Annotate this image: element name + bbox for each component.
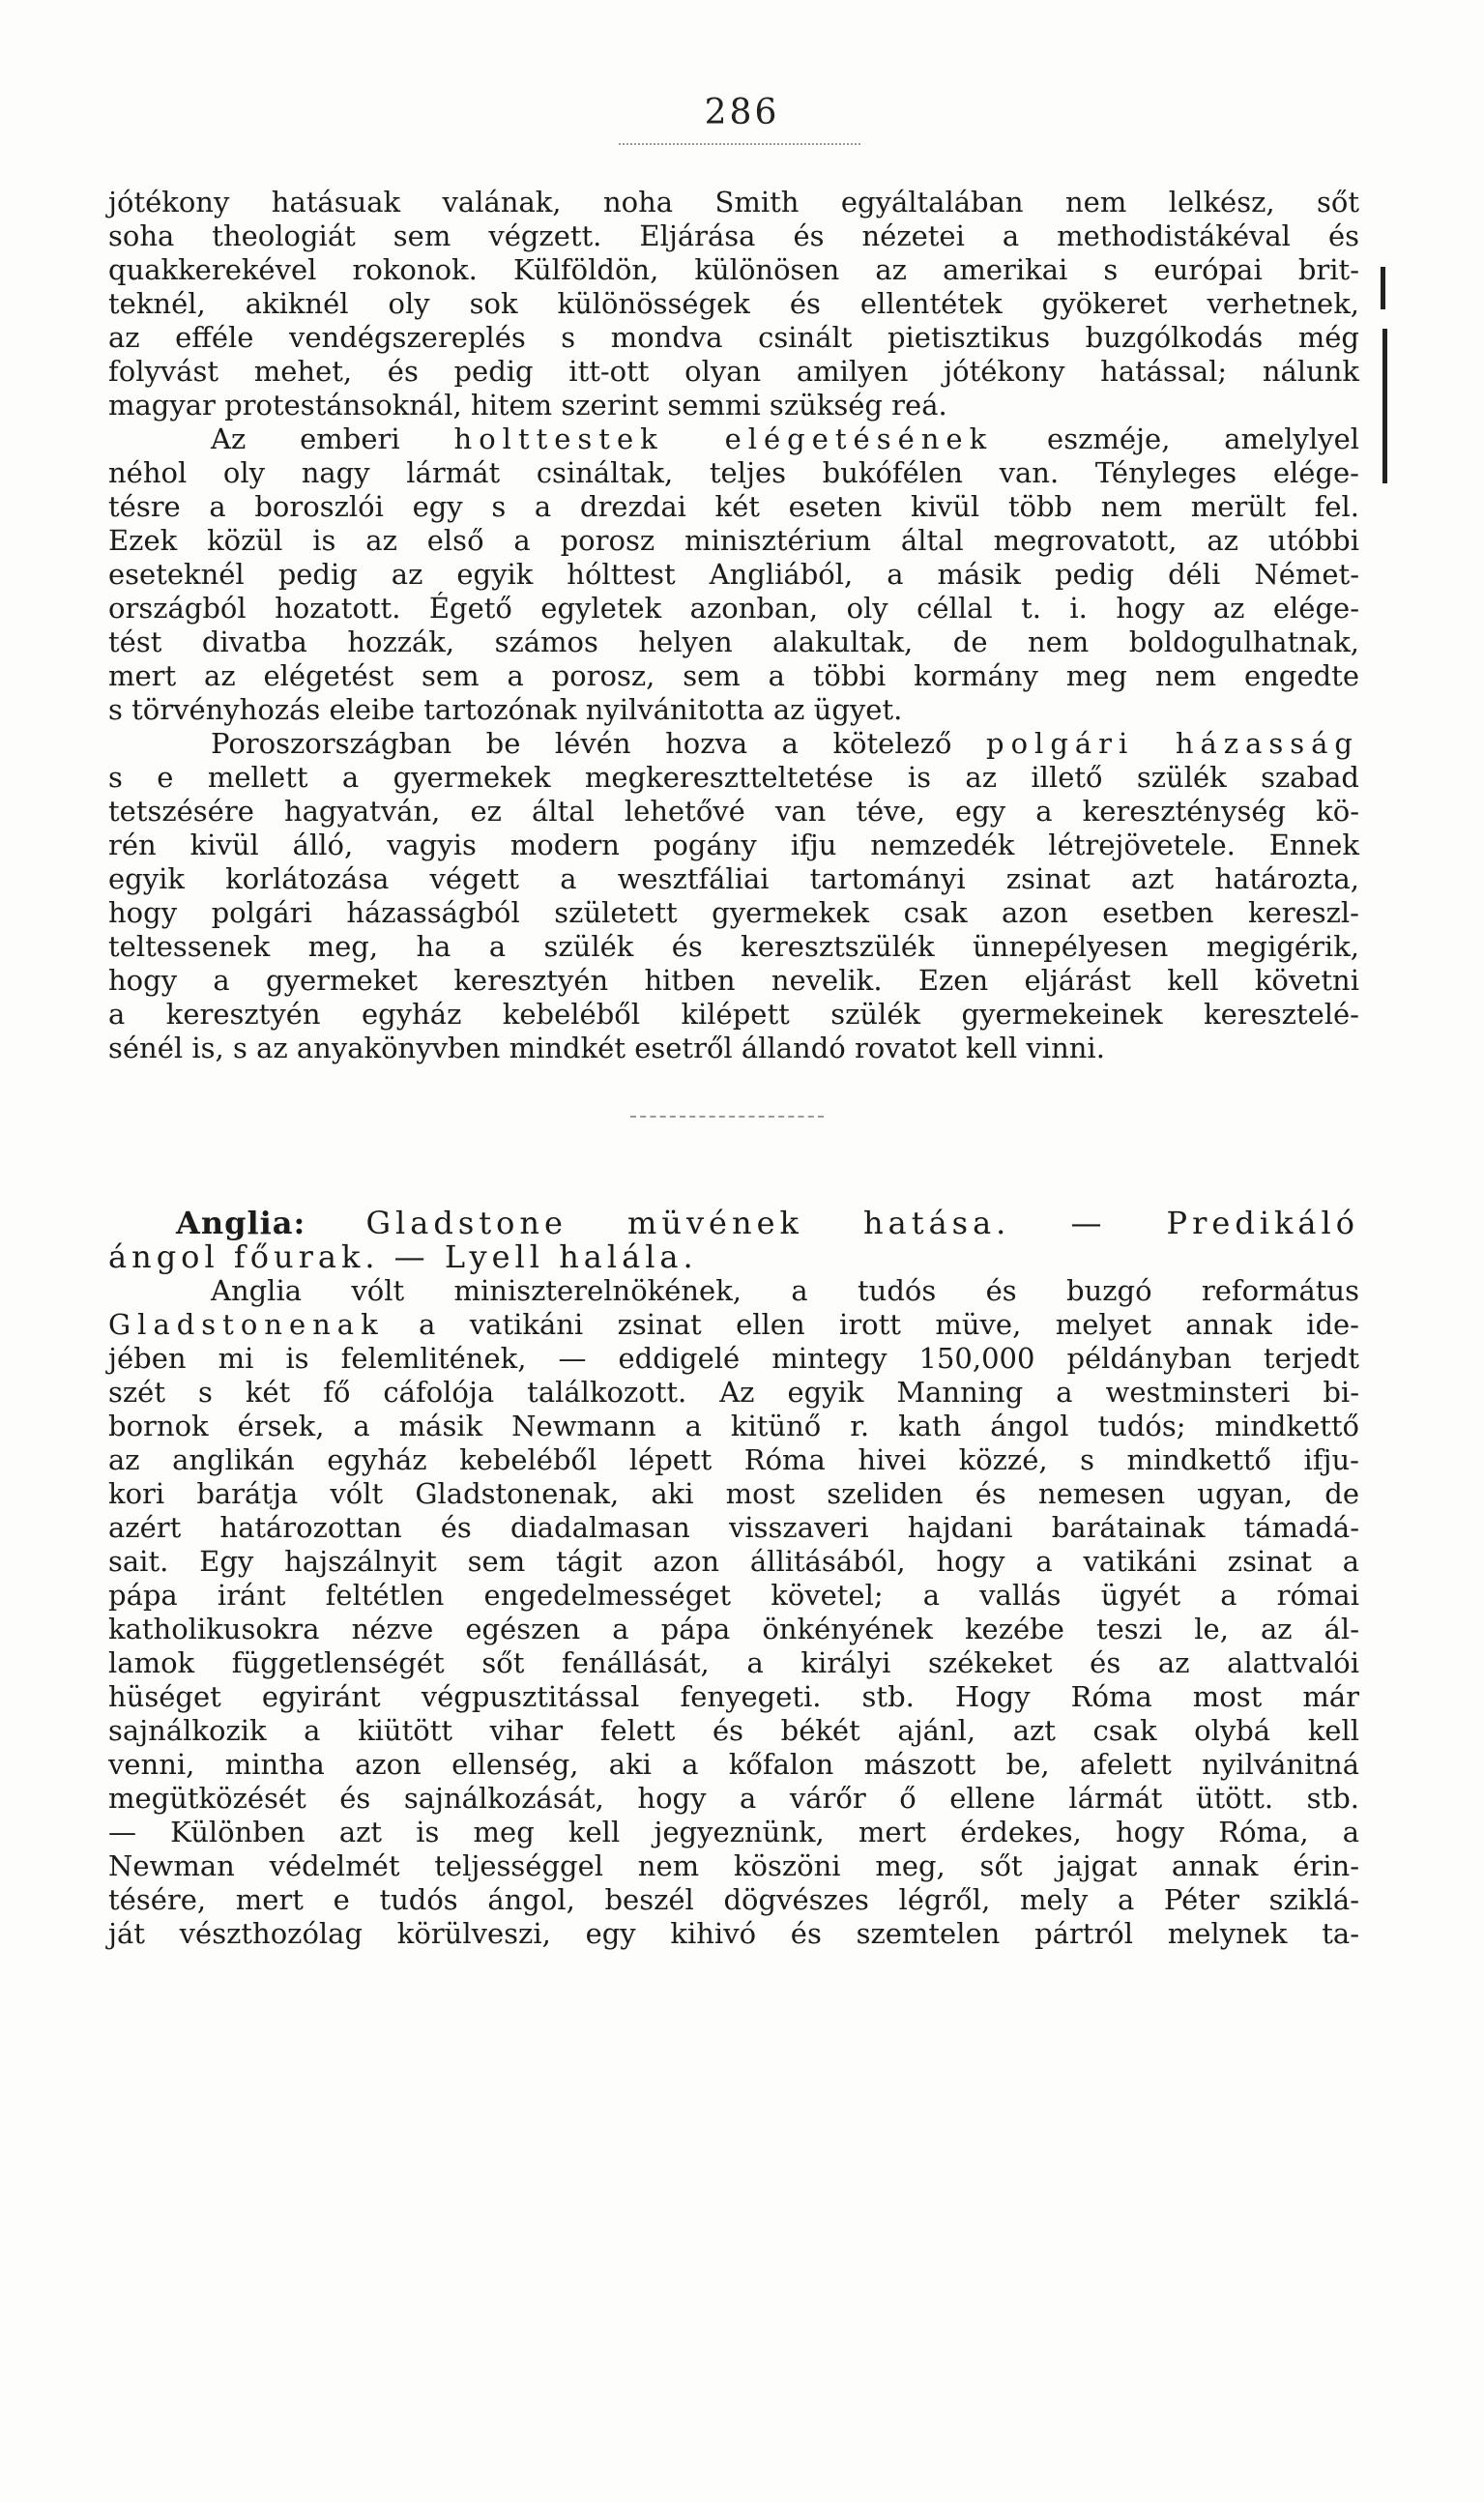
heading-title: Gladstone müvének hatása. — Predikáló — [365, 1205, 1360, 1241]
text-run: Poroszországban be lévén hozva a kötelező — [211, 727, 987, 760]
page-number-ornament — [619, 137, 860, 145]
text-line: s törvényhozás eleibe tartozónak nyilvánitotta az ügyet. — [108, 693, 903, 726]
text-line: ját vészthozólag körülveszi, egy kihivó és szemtelen pártról melynek ta- — [108, 1917, 1359, 1950]
text-line: hogy polgári házasságból született gyermekek csak azon esetben kereszl- — [108, 896, 1359, 929]
text-line — [108, 1308, 1359, 1342]
emphasized-text: polgári házasság — [986, 727, 1359, 760]
paragraph — [108, 422, 1359, 727]
text-line: sait. Egy hajszálnyit sem tágit azon állitásából, hogy a vatikáni zsinat a — [108, 1545, 1359, 1578]
text-line: az efféle vendégszereplés s mondva csinált pietisztikus buzgólkodás még — [108, 321, 1359, 354]
paragraph — [108, 1274, 1359, 1951]
emphasized-text: holttestek elégetésének — [453, 422, 994, 455]
text-line: országból hozatott. Égető egyletek azonban, oly céllal t. i. hogy az elége- — [108, 592, 1359, 625]
text-line: pápa iránt feltétlen engedelmességet követel; a vallás ügyét a római — [108, 1579, 1359, 1612]
margin-mark — [1381, 267, 1385, 309]
text-line: szét s két fő cáfolója találkozott. Az egyik Manning a westminsteri bi- — [108, 1376, 1359, 1409]
page-number: 286 — [704, 93, 780, 132]
text-line: a keresztyén egyház kebeléből kilépett szülék gyermekeinek keresztelé- — [108, 998, 1359, 1031]
text-line: Anglia vólt miniszterelnökének, a tudós és buzgó református — [211, 1274, 1359, 1307]
text-line: tetszésére hagyatván, ez által lehetővé van téve, egy a kereszténység kö- — [108, 795, 1359, 828]
text-line: — Különben azt is meg kell jegyeznünk, mert érdekes, hogy Róma, a — [108, 1816, 1359, 1848]
text-line: mert az elégetést sem a porosz, sem a többi kormány meg nem engedte — [108, 659, 1359, 692]
divider-rule — [630, 1116, 824, 1118]
text-line: soha theologiát sem végzett. Eljárása és nézetei a methodistákéval és — [108, 219, 1359, 252]
heading-line: ángol főurak. — Lyell halála. — [108, 1238, 698, 1275]
margin-mark — [1382, 329, 1387, 483]
text-line: tést divatba hozzák, számos helyen alakultak, de nem boldogulhatnak, — [108, 626, 1359, 658]
text-column — [108, 186, 1359, 1951]
text-line: bornok érsek, a másik Newmann a kitünő r. kath ángol tudós; mindkettő — [108, 1410, 1359, 1442]
text-line: azért határozottan és diadalmasan visszaveri hajdani barátainak támadá- — [108, 1511, 1359, 1544]
paragraph — [108, 727, 1359, 1065]
text-line: megütközését és sajnálkozását, hogy a várőr ő ellene lármát ütött. stb. — [108, 1782, 1359, 1815]
text-run: Az emberi — [211, 422, 454, 455]
text-line — [108, 422, 1359, 456]
text-line: tésre a boroszlói egy s a drezdai két eseten kivül több nem merült fel. — [108, 490, 1359, 523]
text-line: magyar protestánsoknál, hitem szerint semmi szükség reá. — [108, 389, 947, 422]
heading-country: Anglia: — [176, 1205, 306, 1241]
text-line: lamok függetlenségét sőt fenállását, a királyi székeket és az alattvalói — [108, 1646, 1359, 1679]
text-line: Ezek közül is az első a porosz minisztérium által megrovatott, az utóbbi — [108, 524, 1359, 557]
text-line: sénél is, s az anyakönyvben mindkét esetről állandó rovatot kell vinni. — [108, 1032, 1105, 1064]
text-line: jótékony hatásuak valának, noha Smith egyáltalában nem lelkész, sőt — [108, 186, 1359, 218]
text-line: az anglikán egyház kebeléből lépett Róma hivei közzé, s mindkettő ifju- — [108, 1443, 1359, 1476]
text-line: hüséget egyiránt végpusztitással fenyegeti. stb. Hogy Róma most már — [108, 1680, 1359, 1713]
text-line: s e mellett a gyermekek megkeresztteltetése is az illető szülék szabad — [108, 761, 1359, 794]
text-line: Newman védelmét teljességgel nem köszöni meg, sőt jajgat annak érin- — [108, 1849, 1359, 1882]
text-run: eszméje, amelylyel — [993, 422, 1360, 455]
text-line: sajnálkozik a kiütött vihar felett és békét ajánl, azt csak olybá kell — [108, 1714, 1359, 1747]
text-line: egyik korlátozása végett a wesztfáliai tartományi zsinat azt határozta, — [108, 862, 1359, 895]
text-line: venni, mintha azon ellenség, aki a kőfalon mászott be, afelett nyilvánitná — [108, 1748, 1359, 1781]
paragraph — [108, 186, 1359, 422]
text-line: teknél, akiknél oly sok különösségek és ellentétek gyökeret verhetnek, — [108, 287, 1359, 320]
emphasized-text: Gladstonenak — [108, 1308, 385, 1341]
text-line: teltessenek meg, ha a szülék és keresztszülék ünnepélyesen megigérik, — [108, 930, 1359, 963]
text-line: rén kivül álló, vagyis modern pogány ifju nemzedék létrejövetele. Ennek — [108, 829, 1359, 861]
text-line: hogy a gyermeket keresztyén hitben nevelik. Ezen eljárást kell követni — [108, 964, 1359, 997]
text-line: tésére, mert e tudós ángol, beszél dögvészes légről, mely a Péter sziklá- — [108, 1883, 1359, 1916]
text-line — [108, 727, 1359, 761]
section-heading — [108, 1207, 1359, 1274]
spacer — [108, 1152, 1359, 1207]
text-run: a vatikáni zsinat ellen irott müve, melyet annak ide- — [384, 1308, 1359, 1341]
text-line: eseteknél pedig az egyik hólttest Angliából, a másik pedig déli Német- — [108, 558, 1359, 591]
text-line: kori barátja vólt Gladstonenak, aki most szeliden és nemesen ugyan, de — [108, 1477, 1359, 1510]
text-line: néhol oly nagy lármát csináltak, teljes bukófélen van. Tényleges elége- — [108, 456, 1359, 489]
text-line: folyvást mehet, és pedig itt-ott olyan amilyen jótékony hatással; nálunk — [108, 355, 1359, 388]
text-line: quakkerekével rokonok. Külföldön, különösen az amerikai s európai brit- — [108, 253, 1359, 286]
section-divider — [108, 1065, 1359, 1152]
text-line: katholikusokra nézve egészen a pápa önkényének kezébe teszi le, az ál- — [108, 1613, 1359, 1645]
heading-line — [108, 1207, 1359, 1240]
text-line: jében mi is felemlitének, — eddigelé mintegy 150,000 példányban terjedt — [108, 1342, 1359, 1375]
